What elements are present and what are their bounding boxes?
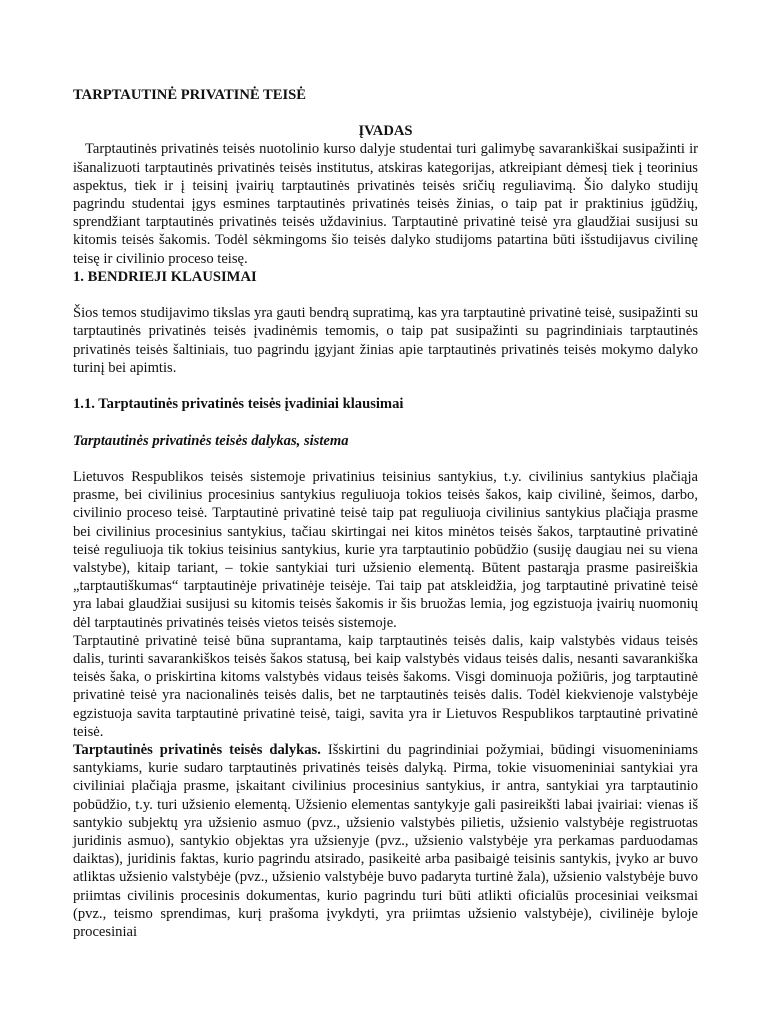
document-page [73, 86, 698, 941]
section-1-heading: 1. BENDRIEJI KLAUSIMAI [73, 268, 257, 285]
body-paragraph-1: Lietuvos Respublikos teisės sistemoje privatinius teisinius santykius, t.y. civilinius santykius plačiąja prasme, bei civilinius procesinius santykius reguliuoja tokios teisės šakos, kaip civilinė, šeimos, darbo, civilinio proceso teisė. Tarptautinė privatinė teisė taip pat reguliuoja civilinius santykius plačiąja prasme bei civilinius procesinius santykius, tačiau skirtingai nei kitos minėtos teisės šakos, tarptautinė privatinė teisė reguliuoja tik tokius teisinius santykius, kurie yra tarptautinio pobūdžio (susiję daugiau nei su viena valstybe), kitaip tariant, – tokie santykiai turi užsienio elementą. Būtent pastarąja prasme pasireiškia „tarptautiškumas“ tarptautinėje privatinėje teisėje. Tai taip pat atskleidžia, jog tarptautinė privatinė teisė yra labai glaudžiai susijusi su kitomis teisės šakomis ir šis bruožas lemia, jog egzistuoja įvairių nuomonių dėl tarptautinės privatinės teisės vietos teisės sistemoje. [73, 469, 698, 631]
section-1-paragraph: Šios temos studijavimo tikslas yra gauti bendrą supratimą, kas yra tarptautinė privatinė teisė, susipažinti su tarptautinės privatinės teisės įvadinėmis temomis, o taip pat susipažinti su pagrindiniais tarptautinės privatinės teisės šaltiniais, tuo pagrindu įgyjant žinias apie tarptautinės privatinės teisės mokymo dalyko turinį bei apimtis. [73, 305, 698, 376]
spacer [73, 286, 698, 304]
document-title: TARPTAUTINĖ PRIVATINĖ TEISĖ [73, 87, 307, 103]
paragraph-body-text: Išskirtini du pagrindiniai požymiai, būdingi visuomeniniams santykiams, kurie sudaro tarptautinės privatinės teisės dalyką. Pirma, tokie visuomeniniai santykiai yra civiliniai plačiąja prasme, įskaitant civilinius procesinius santykius, ir antra, santykiai yra tarptautinio pobūdžio, t.y. turi užsienio elementą. Užsienio elementas santykyje gali pasireikšti labai įvairiai: vienas iš santykio subjektų yra užsienio asmuo (pvz., užsienio valstybės pilietis, užsienio valstybėje registruotas juridinis asmuo), santykio objektas yra užsienyje (pvz., užsienio valstybėje yra perkamas parduodamas daiktas), juridinis faktas, kurio pagrindu atsirado, pasikeitė arba pasibaigė teisinis santykis, įvyko ar buvo atliktas užsienio valstybėje (pvz., užsienio valstybėje buvo padaryta turtinė žala), užsienio valstybėje buvo priimtas civilinis procesinis dokumentas, kurio pagrindu turi būti atlikti oficialūs procesiniai veiksmai (pvz., teismo sprendimas, kurį prašoma įvykdyti, yra priimtas užsienio valstybėje), civilinėje byloje procesiniai [73, 742, 699, 941]
spacer [73, 413, 698, 431]
subsection-heading: 1.1. Tarptautinės privatinės teisės įvadiniai klausimai [73, 396, 404, 413]
body-paragraph-2: Tarptautinė privatinė teisė būna suprantama, kaip tarptautinės teisės dalis, kaip valstybės vidaus teisės dalis, turinti savarankiškos teisės šakos statusą, bei kaip valstybės vidaus teisės dalis, nesanti savarankiška teisės šaka, o priskirtina kitoms valstybės vidaus teisės šakoms. Visgi dominuoja požiūris, jog tarptautinė privatinė teisė yra nacionalinės teisės dalis, bet ne tarptautinės teisės dalis. Todėl kiekvienoje valstybėje egzistuoja savita tarptautinė privatinė teisė, taigi, savita yra ir Lietuvos Respublikos tarptautinė privatinė teisė. [73, 632, 698, 740]
spacer [73, 377, 698, 395]
paragraph-lead-term: Tarptautinės privatinės teisės dalykas. [73, 742, 321, 759]
subsubsection-heading: Tarptautinės privatinės teisės dalykas, sistema [73, 432, 349, 449]
intro-paragraph: Tarptautinės privatinės teisės nuotolinio kurso dalyje studentai turi galimybę savarankiškai susipažinti ir išanalizuoti tarptautinės privatinės teisės institutus, atskiras kategorijas, atkreipiant dėmesį tiek į teorinius aspektus, tiek ir į teisinį įvairių tarptautinės privatinės teisės sričių reguliavimą. Šio dalyko studijų pagrindu studentai įgys esmines tarptautinės privatinės teisės žinias, o taip pat ir praktinius įgūdžių, sprendžiant tarptautinės privatinės teisės uždavinius. Tarptautinė privatinė teisė yra glaudžiai susijusi su kitomis teisės šakomis. Todėl sėkmingoms šio teisės dalyko studijoms patartina būti išstudijavus civilinę teisę ir civilinio proceso teisę. [73, 141, 698, 267]
intro-heading: ĮVADAS [358, 123, 413, 140]
body-paragraph-3 [73, 741, 698, 941]
spacer [73, 450, 698, 468]
